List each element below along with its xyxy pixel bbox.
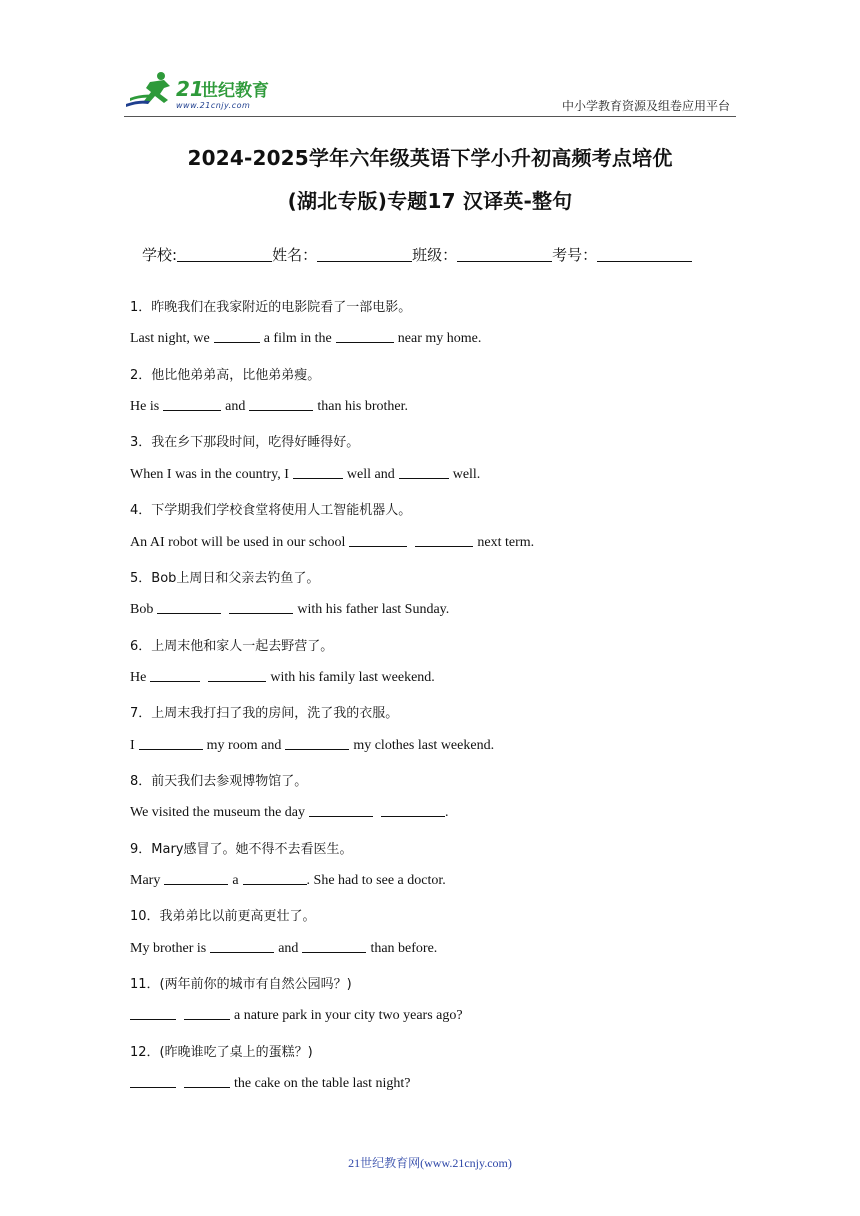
question-1-english: Last night, we a film in the near my home. [130,331,482,346]
answer-blank[interactable] [164,872,228,885]
question-6-chinese: 6．上周末他和家人一起去野营了。 [130,639,334,654]
answer-blank[interactable] [184,1075,230,1088]
platform-name: 中小学教育资源及组卷应用平台 [561,99,730,113]
answer-blank[interactable] [309,804,373,817]
question-1-chinese: 1．昨晚我们在我家附近的电影院看了一部电影。 [130,300,412,315]
question-3-chinese: 3．我在乡下那段时间，吃得好睡得好。 [130,435,360,450]
question-11-chinese: 11．(两年前你的城市有自然公园吗？) [130,977,352,992]
page-subtitle: (湖北专版)专题17 汉译英-整句 [287,189,573,213]
answer-blank[interactable] [130,1007,176,1020]
question-9-english: Mary a . She had to see a doctor. [130,873,446,888]
answer-blank[interactable] [139,737,203,750]
answer-blank[interactable] [163,398,221,411]
question-8-english: We visited the museum the day . [130,805,449,820]
school-blank[interactable] [177,247,272,262]
answer-blank[interactable] [415,534,473,547]
answer-blank[interactable] [381,804,445,817]
answer-blank[interactable] [349,534,407,547]
class-label: 班级： [412,246,458,264]
question-11-english: a nature park in your city two years ago? [130,1007,463,1024]
name-blank[interactable] [317,247,412,262]
question-8-chinese: 8．前天我们去参观博物馆了。 [130,774,308,789]
school-label: 学校: [142,246,178,264]
question-5-chinese: 5．Bob上周日和父亲去钓鱼了。 [130,571,320,586]
question-4-chinese: 4．下学期我们学校食堂将使用人工智能机器人。 [130,503,412,518]
answer-blank[interactable] [229,601,293,614]
exam-no-label: 考号： [552,246,598,264]
answer-blank[interactable] [130,1075,176,1088]
answer-blank[interactable] [399,466,449,479]
question-9-chinese: 9．Mary感冒了。她不得不去看医生。 [130,842,353,857]
question-7-chinese: 7．上周末我打扫了我的房间，洗了我的衣服。 [130,706,399,721]
question-3-english: When I was in the country, I well and well. [130,467,481,482]
runner-logo-icon [124,70,294,112]
question-10-chinese: 10．我弟弟比以前更高更壮了。 [130,909,316,924]
class-blank[interactable] [457,247,552,262]
page-footer[interactable]: 21世纪教育网(www.21cnjy.com) [348,1156,512,1170]
question-12-chinese: 12．(昨晚谁吃了桌上的蛋糕？) [130,1045,313,1060]
svg-text:www.21cnjy.com: www.21cnjy.com [176,101,251,110]
logo [124,70,294,112]
answer-blank[interactable] [210,940,274,953]
answer-blank[interactable] [150,669,200,682]
answer-blank[interactable] [214,330,260,343]
question-2-chinese: 2．他比他弟弟高，比他弟弟瘦。 [130,368,321,383]
answer-blank[interactable] [184,1007,230,1020]
question-6-english: He with his family last weekend. [130,670,435,685]
question-12-english: the cake on the table last night? [130,1075,411,1092]
student-info-line [142,244,692,265]
answer-blank[interactable] [249,398,313,411]
name-label: 姓名： [272,246,318,264]
answer-blank[interactable] [302,940,366,953]
page-header [124,70,736,117]
question-5-english: Bob with his father last Sunday. [130,602,450,617]
exam-no-blank[interactable] [597,247,692,262]
question-2-english: He is and than his brother. [130,399,408,414]
answer-blank[interactable] [293,466,343,479]
answer-blank[interactable] [336,330,394,343]
question-10-english: My brother is and than before. [130,941,438,956]
svg-text:世纪教育: 世纪教育 [201,81,269,101]
answer-blank[interactable] [285,737,349,750]
answer-blank[interactable] [243,872,307,885]
answer-blank[interactable] [208,669,266,682]
question-7-english: I my room and my clothes last weekend. [130,738,495,753]
svg-text:21: 21 [176,77,204,101]
page-title: 2024-2025学年六年级英语下学小升初高频考点培优 [187,146,673,170]
question-4-english: An AI robot will be used in our school next term. [130,535,535,550]
answer-blank[interactable] [157,601,221,614]
